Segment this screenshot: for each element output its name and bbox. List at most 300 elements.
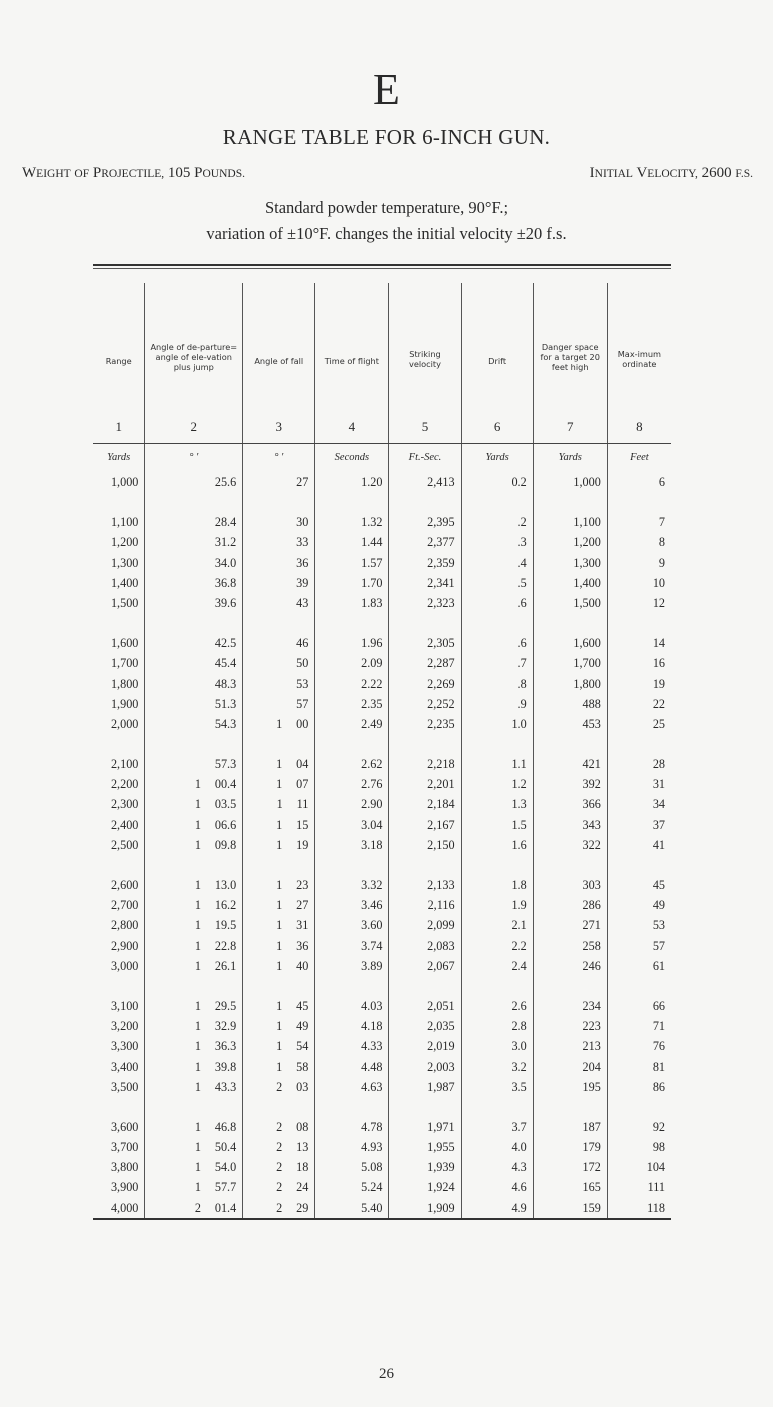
table-cell-fall bbox=[243, 996, 314, 1016]
table-cell-velocity: 1,939 bbox=[427, 1160, 455, 1175]
table-cell-fall bbox=[243, 553, 314, 573]
table-cell-drift: 4.0 bbox=[511, 1140, 527, 1155]
table-cell-drift: .5 bbox=[517, 575, 527, 590]
column-number: 8 bbox=[636, 419, 643, 434]
table-cell-ordinate: 41 bbox=[652, 837, 665, 852]
degrees-value: 2 bbox=[194, 1200, 201, 1215]
group-spacer bbox=[145, 492, 242, 512]
table-cell-fall bbox=[243, 532, 314, 552]
table-cell-ordinate: 61 bbox=[652, 958, 665, 973]
table-cell-ordinate: 19 bbox=[652, 676, 665, 691]
column-heading: Angle of de-parture= angle of ele-vation plus jump bbox=[150, 342, 238, 372]
degrees-value: 1 bbox=[276, 797, 283, 812]
table-cell-velocity: 1,924 bbox=[427, 1180, 455, 1195]
table-cell-time: 4.18 bbox=[361, 1019, 383, 1034]
column-number: 6 bbox=[493, 419, 501, 434]
group-spacer bbox=[389, 1097, 460, 1117]
group-spacer bbox=[462, 855, 533, 875]
minutes-value: 48.3 bbox=[214, 676, 237, 691]
group-spacer bbox=[315, 1097, 388, 1117]
table-cell-fall bbox=[243, 1137, 314, 1157]
group-spacer bbox=[93, 1097, 144, 1117]
table-cell-velocity: 2,019 bbox=[427, 1039, 455, 1054]
table-cell-ordinate: 118 bbox=[647, 1200, 665, 1215]
minutes-value: 19 bbox=[296, 837, 309, 852]
group-spacer bbox=[93, 613, 144, 633]
column-number: 5 bbox=[421, 419, 429, 434]
minutes-value: 33 bbox=[296, 535, 309, 550]
table-cell-velocity: 2,305 bbox=[427, 636, 455, 651]
table-cell-velocity: 2,067 bbox=[427, 958, 455, 973]
group-spacer bbox=[315, 855, 388, 875]
table-cell-ordinate: 76 bbox=[652, 1039, 665, 1054]
unit-label: Yards bbox=[485, 452, 509, 463]
minutes-value: 27 bbox=[296, 898, 309, 913]
minutes-value: 01.4 bbox=[214, 1200, 237, 1215]
table-cell-range: 2,000 bbox=[110, 716, 139, 731]
group-spacer bbox=[389, 492, 460, 512]
table-cell-dep bbox=[145, 653, 242, 673]
table-cell-time: 3.89 bbox=[361, 958, 383, 973]
table-cell-time: 5.08 bbox=[361, 1160, 383, 1175]
degrees-value: 1 bbox=[194, 898, 201, 913]
table-cell-drift: 2.8 bbox=[511, 1019, 527, 1034]
minutes-value: 07 bbox=[296, 777, 309, 792]
column-heading: Angle of fall bbox=[254, 356, 304, 366]
minutes-value: 15 bbox=[296, 817, 309, 832]
table-cell-fall bbox=[243, 936, 314, 956]
table-cell-time: 2.09 bbox=[361, 656, 383, 671]
table-cell-drift: .2 bbox=[517, 515, 527, 530]
table-cell-dep bbox=[145, 674, 242, 694]
degrees-value: 1 bbox=[194, 878, 201, 892]
minutes-value: 11 bbox=[296, 797, 309, 812]
table-cell-danger: 204 bbox=[582, 1059, 601, 1074]
table-cell-velocity: 2,201 bbox=[427, 777, 455, 792]
table-cell-ordinate: 10 bbox=[652, 575, 665, 590]
table-cell-time: 1.32 bbox=[361, 515, 383, 530]
table-cell-time: 2.90 bbox=[361, 797, 383, 812]
table-cell-dep bbox=[145, 1117, 242, 1137]
group-spacer bbox=[534, 976, 607, 996]
table-cell-fall bbox=[243, 1016, 314, 1036]
table-cell-velocity: 1,971 bbox=[427, 1119, 455, 1134]
degrees-value: 1 bbox=[276, 817, 283, 832]
table-cell-danger: 488 bbox=[582, 696, 601, 711]
minutes-value: 22.8 bbox=[214, 938, 237, 953]
table-cell-time: 3.46 bbox=[361, 898, 383, 913]
initial-velocity: INITIAL VELOCITY, 2600 F.S. bbox=[589, 165, 753, 181]
minutes-value: 36 bbox=[296, 555, 309, 570]
table-cell-range: 1,700 bbox=[110, 656, 139, 671]
group-spacer bbox=[534, 613, 607, 633]
table-cell-velocity: 2,413 bbox=[427, 475, 455, 489]
column-heading: Time of flight bbox=[324, 356, 379, 366]
column-velocity bbox=[388, 444, 460, 1218]
minutes-value: 36.3 bbox=[214, 1039, 237, 1054]
group-spacer bbox=[243, 976, 314, 996]
table-cell-range: 3,600 bbox=[110, 1119, 139, 1134]
table-cell-danger: 392 bbox=[582, 777, 601, 792]
degrees-value: 1 bbox=[276, 898, 283, 913]
column-number: 3 bbox=[275, 419, 282, 434]
table-cell-range: 1,200 bbox=[110, 535, 139, 550]
degrees-value: 1 bbox=[194, 958, 201, 973]
degrees-value: 1 bbox=[194, 1059, 201, 1074]
degrees-value: 1 bbox=[194, 1039, 201, 1054]
table-cell-range: 1,400 bbox=[110, 575, 139, 590]
table-cell-velocity: 2,252 bbox=[427, 696, 455, 711]
table-cell-dep bbox=[145, 1198, 242, 1218]
table-cell-fall bbox=[243, 1157, 314, 1177]
column-drift bbox=[461, 444, 533, 1218]
table-cell-time: 5.24 bbox=[361, 1180, 383, 1195]
group-spacer bbox=[462, 976, 533, 996]
table-cell-danger: 322 bbox=[582, 837, 601, 852]
table-cell-range: 2,400 bbox=[110, 817, 139, 832]
table-cell-dep bbox=[145, 633, 242, 653]
group-spacer bbox=[145, 613, 242, 633]
table-cell-ordinate: 28 bbox=[652, 757, 665, 772]
minutes-value: 28.4 bbox=[214, 515, 237, 530]
group-spacer bbox=[145, 855, 242, 875]
table-cell-time: 1.83 bbox=[361, 595, 383, 610]
table-cell-danger: 366 bbox=[582, 797, 601, 812]
table-cell-dep bbox=[145, 956, 242, 976]
group-spacer bbox=[93, 734, 144, 754]
table-cell-danger: 213 bbox=[582, 1039, 601, 1054]
table-cell-dep bbox=[145, 1137, 242, 1157]
group-spacer bbox=[534, 855, 607, 875]
page-number: 26 bbox=[379, 1366, 394, 1382]
table-cell-ordinate: 37 bbox=[652, 817, 665, 832]
group-spacer bbox=[534, 734, 607, 754]
table-cell-ordinate: 81 bbox=[652, 1059, 665, 1074]
table-cell-danger: 258 bbox=[582, 938, 601, 953]
column-number: 2 bbox=[190, 419, 198, 434]
unit-label: Yards bbox=[558, 452, 582, 463]
column-number: 4 bbox=[348, 419, 356, 434]
group-spacer bbox=[462, 1097, 533, 1117]
table-cell-drift: 1.1 bbox=[511, 757, 527, 772]
table-cell-drift: 2.2 bbox=[511, 938, 527, 953]
table-cell-fall bbox=[243, 1177, 314, 1197]
minutes-value: 58 bbox=[296, 1059, 309, 1074]
group-spacer bbox=[145, 1097, 242, 1117]
table-cell-velocity: 2,218 bbox=[427, 757, 455, 772]
degrees-value: 1 bbox=[194, 1180, 201, 1195]
minutes-value: 16.2 bbox=[214, 898, 237, 913]
table-cell-time: 2.49 bbox=[361, 716, 383, 731]
table-cell-velocity: 2,377 bbox=[427, 535, 455, 550]
degrees-value: 1 bbox=[194, 1019, 201, 1034]
table-cell-dep bbox=[145, 1057, 242, 1077]
table-cell-danger: 1,400 bbox=[573, 575, 601, 590]
group-spacer bbox=[608, 855, 671, 875]
table-cell-ordinate: 34 bbox=[652, 797, 665, 812]
table-cell-fall bbox=[243, 915, 314, 935]
table-cell-fall bbox=[243, 1117, 314, 1137]
table-cell-danger: 246 bbox=[582, 958, 601, 973]
appendix-letter: E bbox=[373, 65, 400, 114]
minutes-value: 29 bbox=[296, 1200, 309, 1215]
table-cell-drift: 4.3 bbox=[511, 1160, 527, 1175]
table-cell-ordinate: 25 bbox=[652, 716, 665, 731]
minutes-value: 40 bbox=[296, 958, 309, 973]
table-cell-fall bbox=[243, 653, 314, 673]
table-cell-dep bbox=[145, 794, 242, 814]
table-cell-danger: 1,700 bbox=[573, 656, 601, 671]
table-cell-range: 1,800 bbox=[110, 676, 139, 691]
table-cell-ordinate: 31 bbox=[652, 777, 665, 792]
table-cell-drift: 0.2 bbox=[511, 475, 527, 489]
table-cell-drift: 3.0 bbox=[511, 1039, 527, 1054]
table-cell-ordinate: 71 bbox=[652, 1019, 665, 1034]
table-cell-velocity: 2,395 bbox=[427, 515, 455, 530]
group-spacer bbox=[243, 855, 314, 875]
table-cell-dep bbox=[145, 996, 242, 1016]
table-cell-range: 2,500 bbox=[110, 837, 139, 852]
table-cell-range: 3,700 bbox=[110, 1140, 139, 1155]
minutes-value: 08 bbox=[296, 1119, 309, 1134]
table-cell-danger: 179 bbox=[582, 1140, 601, 1155]
minutes-value: 06.6 bbox=[214, 817, 237, 832]
table-cell-range: 2,900 bbox=[110, 938, 139, 953]
unit-label: Feet bbox=[630, 452, 649, 463]
table-cell-ordinate: 86 bbox=[652, 1079, 665, 1094]
table-cell-time: 3.60 bbox=[361, 918, 383, 933]
minutes-value: 39 bbox=[296, 575, 309, 590]
table-cell-drift: 1.8 bbox=[511, 878, 527, 892]
table-cell-velocity: 2,341 bbox=[427, 575, 455, 590]
degrees-value: 1 bbox=[194, 777, 201, 792]
table-cell-time: 4.78 bbox=[361, 1119, 383, 1134]
table-cell-dep bbox=[145, 936, 242, 956]
minutes-value: 43 bbox=[296, 595, 309, 610]
table-cell-velocity: 2,035 bbox=[427, 1019, 455, 1034]
table-cell-danger: 1,100 bbox=[573, 515, 601, 530]
table-cell-danger: 271 bbox=[582, 918, 601, 933]
group-spacer bbox=[389, 855, 460, 875]
table-cell-fall bbox=[243, 774, 314, 794]
degrees-value: 1 bbox=[276, 998, 283, 1013]
table-cell-fall bbox=[243, 674, 314, 694]
minutes-value: 57.7 bbox=[214, 1180, 237, 1195]
table-cell-range: 1,000 bbox=[110, 475, 139, 489]
minutes-value: 18 bbox=[296, 1160, 309, 1175]
table-cell-dep bbox=[145, 573, 242, 593]
table-cell-fall bbox=[243, 1077, 314, 1097]
degrees-value: 1 bbox=[276, 837, 283, 852]
table-cell-range: 1,300 bbox=[110, 555, 139, 570]
minutes-value: 36.8 bbox=[214, 575, 237, 590]
minutes-value: 46.8 bbox=[214, 1119, 237, 1134]
table-cell-fall bbox=[243, 1036, 314, 1056]
table-cell-velocity: 1,909 bbox=[427, 1200, 455, 1215]
table-cell-danger: 1,300 bbox=[573, 555, 601, 570]
table-cell-range: 2,700 bbox=[110, 898, 139, 913]
unit-label: ° ′ bbox=[274, 452, 284, 463]
degrees-value: 1 bbox=[276, 777, 283, 792]
table-cell-range: 3,800 bbox=[110, 1160, 139, 1175]
table-cell-danger: 159 bbox=[582, 1200, 601, 1215]
table-cell-ordinate: 6 bbox=[658, 475, 665, 489]
degrees-value: 1 bbox=[276, 918, 283, 933]
table-cell-ordinate: 22 bbox=[652, 696, 665, 711]
minutes-value: 46 bbox=[296, 636, 309, 651]
table-cell-velocity: 2,167 bbox=[427, 817, 455, 832]
degrees-value: 2 bbox=[276, 1160, 283, 1175]
group-spacer bbox=[315, 492, 388, 512]
degrees-value: 1 bbox=[276, 716, 283, 731]
table-top-rule bbox=[93, 264, 671, 269]
table-cell-velocity: 2,235 bbox=[427, 716, 455, 731]
group-spacer bbox=[608, 613, 671, 633]
group-spacer bbox=[315, 976, 388, 996]
table-cell-ordinate: 66 bbox=[652, 998, 665, 1013]
table-cell-drift: .9 bbox=[517, 696, 527, 711]
table-cell-range: 2,200 bbox=[110, 777, 139, 792]
unit-label: ° ′ bbox=[189, 452, 199, 463]
column-dep bbox=[144, 444, 242, 1218]
degrees-value: 1 bbox=[194, 837, 201, 852]
table-cell-drift: 3.5 bbox=[511, 1079, 527, 1094]
table-cell-dep bbox=[145, 532, 242, 552]
table-cell-fall bbox=[243, 1057, 314, 1077]
table-cell-dep bbox=[145, 915, 242, 935]
degrees-value: 1 bbox=[194, 797, 201, 812]
column-header-2 bbox=[144, 283, 242, 443]
table-cell-ordinate: 92 bbox=[652, 1119, 665, 1134]
degrees-value: 1 bbox=[276, 938, 283, 953]
group-spacer bbox=[389, 734, 460, 754]
table-cell-dep bbox=[145, 875, 242, 895]
degrees-value: 1 bbox=[276, 757, 283, 772]
column-heading: Drift bbox=[488, 356, 507, 366]
group-spacer bbox=[462, 734, 533, 754]
degrees-value: 1 bbox=[194, 918, 201, 933]
column-heading: Striking velocity bbox=[408, 349, 441, 369]
column-number: 7 bbox=[566, 419, 574, 434]
table-cell-drift: 4.6 bbox=[511, 1180, 527, 1195]
table-cell-velocity: 1,987 bbox=[427, 1079, 455, 1094]
table-cell-danger: 1,800 bbox=[573, 676, 601, 691]
degrees-value: 2 bbox=[276, 1200, 283, 1215]
table-cell-ordinate: 8 bbox=[658, 535, 665, 550]
column-range bbox=[93, 444, 144, 1218]
minutes-value: 54.3 bbox=[214, 716, 237, 731]
minutes-value: 27 bbox=[296, 475, 309, 489]
table-cell-time: 2.22 bbox=[361, 676, 383, 691]
degrees-value: 1 bbox=[194, 1140, 201, 1155]
table-cell-fall bbox=[243, 573, 314, 593]
table-cell-velocity: 2,359 bbox=[427, 555, 455, 570]
table-cell-drift: 2.1 bbox=[511, 918, 527, 933]
table-cell-time: 4.48 bbox=[361, 1059, 383, 1074]
table-cell-danger: 421 bbox=[582, 757, 601, 772]
table-cell-drift: 1.3 bbox=[511, 797, 527, 812]
table-cell-velocity: 2,003 bbox=[427, 1059, 455, 1074]
table-cell-dep bbox=[145, 512, 242, 532]
table-cell-ordinate: 16 bbox=[652, 656, 665, 671]
table-cell-danger: 1,500 bbox=[573, 595, 601, 610]
group-spacer bbox=[462, 492, 533, 512]
group-spacer bbox=[243, 734, 314, 754]
group-spacer bbox=[534, 492, 607, 512]
group-spacer bbox=[608, 734, 671, 754]
table-cell-velocity: 2,323 bbox=[427, 595, 455, 610]
minutes-value: 53 bbox=[296, 676, 309, 691]
table-cell-fall bbox=[243, 512, 314, 532]
minutes-value: 13.0 bbox=[214, 878, 237, 892]
table-cell-fall bbox=[243, 956, 314, 976]
table-cell-range: 4,000 bbox=[110, 1200, 139, 1215]
minutes-value: 49 bbox=[296, 1019, 309, 1034]
table-cell-time: 3.18 bbox=[361, 837, 383, 852]
table-cell-drift: .8 bbox=[517, 676, 527, 691]
table-cell-drift: .6 bbox=[517, 595, 527, 610]
column-header-5 bbox=[388, 283, 460, 443]
table-cell-velocity: 2,287 bbox=[427, 656, 455, 671]
degrees-value: 1 bbox=[194, 817, 201, 832]
table-cell-range: 1,100 bbox=[110, 515, 139, 530]
table-cell-range: 3,000 bbox=[110, 958, 139, 973]
table-cell-ordinate: 7 bbox=[658, 515, 665, 530]
column-header-4 bbox=[314, 283, 388, 443]
minutes-value: 25.6 bbox=[214, 475, 237, 489]
group-spacer bbox=[243, 613, 314, 633]
table-cell-velocity: 2,083 bbox=[427, 938, 455, 953]
minutes-value: 57.3 bbox=[214, 757, 237, 772]
table-cell-danger: 1,200 bbox=[573, 535, 601, 550]
table-cell-danger: 286 bbox=[582, 898, 601, 913]
minutes-value: 13 bbox=[296, 1140, 309, 1155]
table-header bbox=[93, 283, 671, 444]
table-cell-drift: 3.7 bbox=[511, 1119, 527, 1134]
table-cell-fall bbox=[243, 815, 314, 835]
table-cell-velocity: 2,116 bbox=[427, 898, 455, 913]
table-cell-time: 3.32 bbox=[361, 878, 383, 892]
table-cell-dep bbox=[145, 835, 242, 855]
minutes-value: 45.4 bbox=[214, 656, 237, 671]
range-table bbox=[93, 264, 671, 1220]
column-header-1 bbox=[93, 283, 144, 443]
table-cell-danger: 187 bbox=[582, 1119, 601, 1134]
group-spacer bbox=[389, 613, 460, 633]
column-heading: Max-imum ordinate bbox=[617, 349, 662, 369]
table-cell-drift: .3 bbox=[517, 535, 527, 550]
table-cell-drift: 4.9 bbox=[511, 1200, 527, 1215]
table-cell-danger: 303 bbox=[582, 878, 601, 892]
table-cell-fall bbox=[243, 694, 314, 714]
table-cell-range: 3,100 bbox=[110, 998, 139, 1013]
table-cell-time: 5.40 bbox=[361, 1200, 383, 1215]
table-cell-range: 3,400 bbox=[110, 1059, 139, 1074]
table-cell-ordinate: 49 bbox=[652, 898, 665, 913]
group-spacer bbox=[145, 734, 242, 754]
table-cell-time: 1.70 bbox=[361, 575, 383, 590]
degrees-value: 1 bbox=[276, 958, 283, 973]
table-cell-drift: 1.6 bbox=[511, 837, 527, 852]
group-spacer bbox=[93, 855, 144, 875]
minutes-value: 19.5 bbox=[214, 918, 237, 933]
degrees-value: 2 bbox=[276, 1140, 283, 1155]
table-cell-ordinate: 98 bbox=[652, 1140, 665, 1155]
table-cell-ordinate: 9 bbox=[658, 555, 665, 570]
table-cell-drift: .4 bbox=[517, 555, 527, 570]
minutes-value: 32.9 bbox=[214, 1019, 237, 1034]
table-cell-fall bbox=[243, 875, 314, 895]
